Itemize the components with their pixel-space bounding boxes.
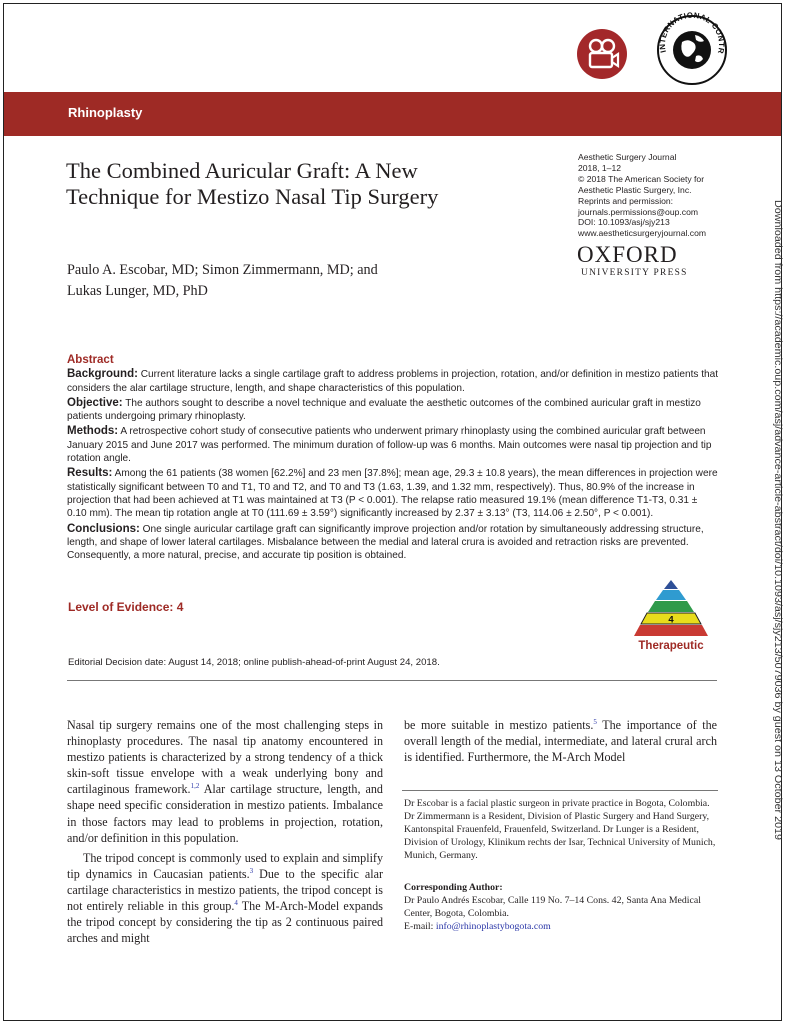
citation-link[interactable]: 1,2: [190, 782, 200, 791]
journal-info-line: journals.permissions@oup.com: [578, 206, 699, 217]
methods-label: Methods:: [67, 425, 119, 438]
body-text: The M-Arch-Model expands the tripod concept by considering the tip as 2 continuous paired arches and might: [67, 899, 384, 946]
corresponding-email-row: [404, 920, 717, 933]
pyramid-category: Therapeutic: [638, 640, 704, 652]
abstract-heading: Abstract: [67, 354, 114, 366]
journal-info-line: DOI: 10.1093/asj/sjy213: [578, 217, 670, 228]
pyramid-level-number: 4: [668, 614, 674, 626]
article-title: [66, 158, 526, 210]
journal-info-line: Aesthetic Surgery Journal: [578, 152, 677, 162]
title-line-2: Technique for Mestizo Nasal Tip Surgery: [66, 184, 439, 209]
abstract: [67, 354, 719, 564]
background-label: Background:: [67, 368, 138, 381]
video-logo[interactable]: [577, 29, 627, 79]
level-of-evidence: Level of Evidence: 4: [68, 600, 184, 614]
author-affiliations: Dr Escobar is a facial plastic surgeon in private practice in Bogota, Colombia. Dr Zimmermann is a Resident, Division of Plastic Surgery and Hand Surgery, Kantonspital Frauenfeld, Frauenfeld, Switzerland. Dr Lunger is a Resident, Division of Urology, Klinikum rechts der Isar, Technical University of Munich, Munich, Germany.: [404, 798, 716, 862]
download-note: [771, 200, 785, 860]
body-column-right: [404, 717, 717, 765]
body-text: be more suitable in mestizo patients.: [404, 718, 594, 732]
body-text: Due to the specific alar cartilage characteristics in mestizo patients, the tripod concept is not entirely reliable in this group.: [67, 866, 383, 914]
body-text: The importance of the overall length of the medial, intermediate, and lateral crural arch is identified. Furthermore, the M-Arch Model: [404, 718, 717, 765]
pyramid-level-5: [634, 625, 708, 636]
abstract-objective: [67, 397, 719, 424]
pyramid-level-2: [656, 590, 686, 600]
email-prefix: E-mail:: [404, 921, 436, 933]
international-contribution-seal: [654, 10, 730, 86]
abstract-methods: [67, 425, 719, 465]
results-text: Among the 61 patients (38 women [62.2%] and 23 men [37.8%]; mean age, 29.3 ± 10.8 years), the mean differences in projection were statistically significant between T0 and T1, T0 and T2, and T0 and T3 (1.63, 1.39, and 1.32 mm, respectively). Thus, 80.9% of the increase in projection that had been achieved at T1 was maintained at T3 (P < 0.001). The relapse ratio measured 19.1% (mean difference T1-T3, 0.31 ± 0.10 mm). The mean tip rotation angle at T0 (111.69 ± 3.59°) significantly increased by 2.37 ± 3.13° (T3, 114.06 ± 2.50°, P < 0.001).: [67, 468, 718, 520]
email-link[interactable]: info@rhinoplastybogota.com: [435, 921, 551, 933]
corresponding-address: Dr Paulo Andrés Escobar, Calle 119 No. 7–14 Cons. 42, Santa Ana Medical Center, Bogota, Colombia.: [404, 895, 701, 920]
video-camera-icon: [577, 29, 627, 79]
authors-line-1: Paulo A. Escobar, MD; Simon Zimmermann, MD; and: [67, 262, 378, 278]
title-line-1: The Combined Auricular Graft: A New: [66, 158, 418, 183]
citation-link[interactable]: 4: [234, 899, 238, 907]
conclusions-text: One single auricular cartilage graft can significantly improve projection and/or rotation by simultaneously addressing structure, length, and shape of lower lateral cartilages. Misbalance between the medial and lateral crura is avoided and retraction risks are prevented. Consequently, a more natural, precise, and accurate tip position is obtained.: [67, 523, 704, 562]
footnote-divider: [402, 790, 718, 791]
body-text: Nasal tip surgery remains one of the most challenging steps in rhinoplasty procedures. The nasal tip anatomy encountered in mestizo patients is characterized by a strong tendency of a thick skin-soft tissue envelope with a weak underlying bony and cartilaginous framework.: [67, 718, 383, 797]
background-text: Current literature lacks a single cartilage graft to address problems in projection, rotation, and/or definition in mestizo patients that considers the alar cartilage structure, length, and shape characteristics of this population.: [67, 369, 719, 394]
body-paragraph: [404, 717, 717, 765]
corresponding-author: [404, 881, 717, 933]
section-label: Rhinoplasty: [68, 105, 143, 120]
pyramid-level-1: [664, 580, 678, 589]
abstract-results: [67, 467, 719, 520]
evidence-pyramid: [626, 575, 716, 670]
editorial-dates: Editorial Decision date: August 14, 2018; online publish-ahead-of-print August 24, 2018.: [68, 657, 440, 668]
body-text: Alar cartilage structure, length, and shape need specific consideration in mestizo patients. Imbalance in those factors may lead to problems in projection, rotation, and/or definition in this population.: [67, 782, 383, 845]
journal-info: [578, 152, 753, 239]
objective-text: The authors sought to describe a novel technique and evaluate the aesthetic outcomes of the combined auricular graft in mestizo patients undergoing primary rhinoplasty.: [67, 397, 701, 423]
citation-link[interactable]: 5: [593, 717, 597, 726]
divider: [67, 680, 717, 681]
pyramid-level-3: [648, 601, 694, 612]
body-column-left: [67, 717, 383, 946]
abstract-conclusions: [67, 523, 719, 563]
journal-info-line: © 2018 The American Society for: [578, 173, 705, 184]
author-list: [67, 260, 487, 302]
conclusions-label: Conclusions:: [67, 522, 140, 535]
journal-info-line[interactable]: www.aestheticsurgeryjournal.com: [578, 228, 707, 239]
publisher-subtitle: UNIVERSITY PRESS: [581, 268, 688, 278]
methods-text: A retrospective cohort study of consecutive patients who underwent primary rhinoplasty using the combined auricular graft between January 2015 and June 2017 was performed. The minimum duration of follow-up was 6 months. Main outcomes were nasal tip projection and tip rotation angle.: [67, 426, 712, 465]
journal-info-line: Aesthetic Plastic Surgery, Inc.: [578, 184, 692, 195]
publisher-name: OXFORD: [577, 242, 678, 267]
citation-link[interactable]: 3: [249, 866, 254, 875]
journal-info-line: Reprints and permission:: [578, 195, 674, 206]
section-band: [4, 92, 781, 136]
abstract-background: [67, 368, 719, 395]
seal-text: INTERNATIONAL CONTR: [657, 10, 727, 55]
body-text: The tripod concept is commonly used to explain and simplify tip dynamics in Caucasian patients.: [67, 850, 383, 881]
body-paragraph: [67, 850, 383, 947]
body-paragraph: [67, 717, 383, 846]
objective-label: Objective:: [67, 396, 123, 409]
journal-info-line: 2018, 1–12: [578, 162, 622, 173]
download-note-text: Downloaded from https://academic.oup.com/asj/advance-article-abstract/doi/10.1093/asj/sjy213/5079036 by guest on 13 October 2019: [772, 200, 783, 808]
authors-line-2: Lukas Lunger, MD, PhD: [67, 283, 208, 299]
corresponding-label: Corresponding Author:: [404, 882, 503, 893]
results-label: Results:: [67, 467, 113, 480]
